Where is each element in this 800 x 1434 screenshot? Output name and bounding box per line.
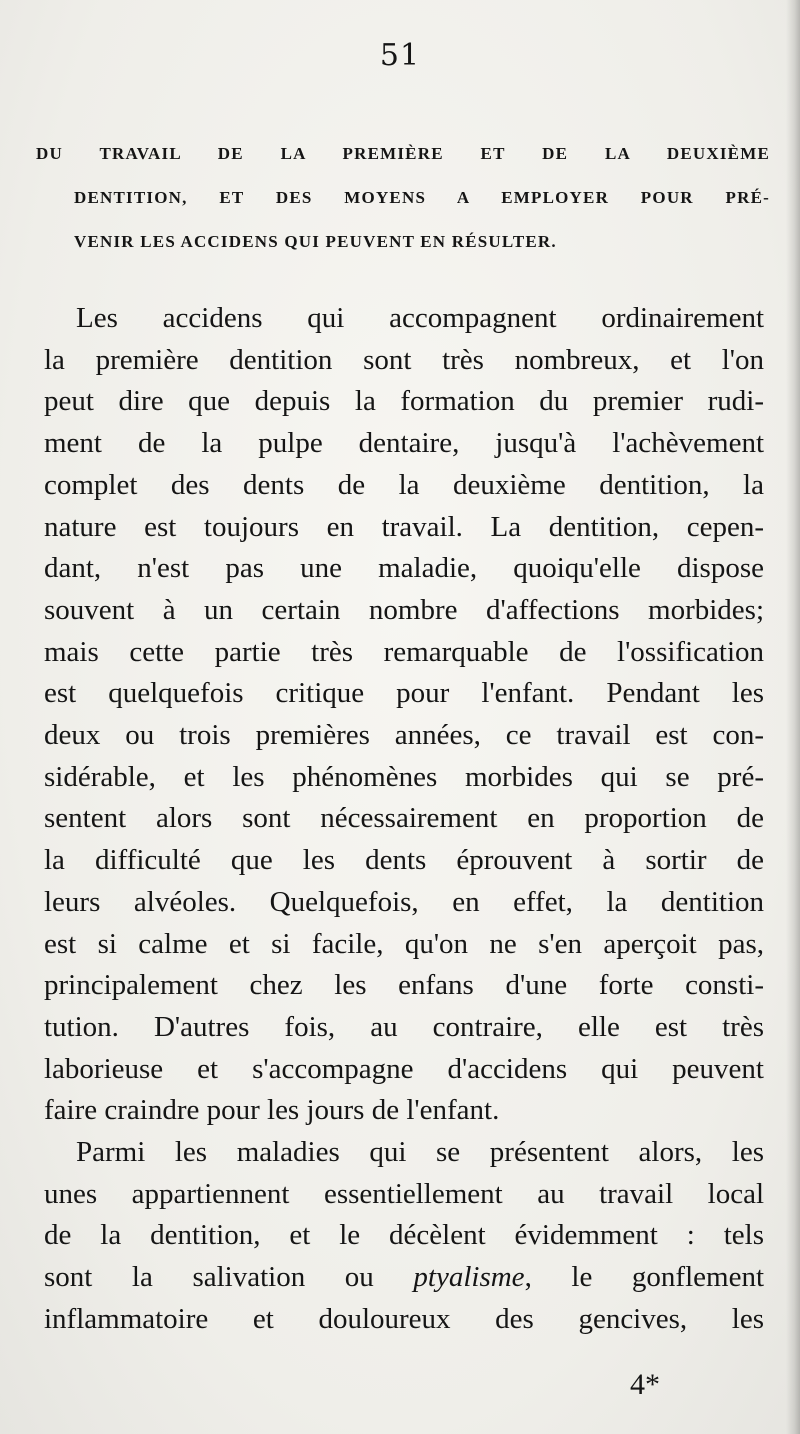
text-line: la difficulté que les dents éprouvent à sortir de xyxy=(44,844,764,877)
paragraph-1 xyxy=(44,298,764,1132)
text-line: tution. D'autres fois, au contraire, elle est très xyxy=(44,1010,764,1043)
text-line xyxy=(44,1257,764,1299)
text-line: inflammatoire et douloureux des gencives, les xyxy=(44,1302,764,1335)
text-line: Les accidens qui accompagnent ordinairement xyxy=(76,302,764,334)
text-line: nature est toujours en travail. La dentition, cepen- xyxy=(44,510,764,543)
page-number: 51 xyxy=(379,38,421,73)
body-text xyxy=(44,298,764,1341)
text-line: la première dentition sont très nombreux, et l'on xyxy=(44,343,764,376)
page-edge-shadow xyxy=(786,0,800,1434)
paragraph-2 xyxy=(44,1132,764,1341)
text-line: sentent alors sont nécessairement en proportion de xyxy=(44,802,764,835)
text-line: peut dire que depuis la formation du premier rudi- xyxy=(44,385,764,418)
text-line: faire craindre pour les jours de l'enfant. xyxy=(44,1094,500,1127)
heading-line: DU TRAVAIL DE LA PREMIÈRE ET DE LA DEUXIÈME xyxy=(36,144,770,163)
chapter-heading xyxy=(30,132,770,264)
text-segment: , le gonflement xyxy=(524,1261,764,1294)
text-line: principalement chez les enfans d'une forte consti- xyxy=(44,969,764,1002)
text-line: mais cette partie très remarquable de l'ossification xyxy=(44,635,764,668)
signature-mark: 4* xyxy=(630,1368,660,1401)
italic-term: ptyalisme xyxy=(413,1261,525,1294)
text-line: est si calme et si facile, qu'on ne s'en aperçoit pas, xyxy=(44,927,764,960)
text-line: sidérable, et les phénomènes morbides qui se pré- xyxy=(44,760,764,793)
text-segment: sont la salivation ou xyxy=(44,1261,414,1294)
text-line: laborieuse et s'accompagne d'accidens qui peuvent xyxy=(44,1052,764,1085)
text-line: de la dentition, et le décèlent évidemment : tels xyxy=(44,1219,764,1252)
heading-line: VENIR LES ACCIDENS QUI PEUVENT EN RÉSULTER. xyxy=(74,232,557,251)
text-line: leurs alvéoles. Quelquefois, en effet, la dentition xyxy=(44,885,764,918)
text-line: unes appartiennent essentiellement au travail local xyxy=(44,1177,764,1210)
heading-line: DENTITION, ET DES MOYENS A EMPLOYER POUR PRÉ- xyxy=(74,188,770,207)
text-line: dant, n'est pas une maladie, quoiqu'elle dispose xyxy=(44,552,764,585)
text-line: deux ou trois premières années, ce travail est con- xyxy=(44,719,764,752)
text-line: ment de la pulpe dentaire, jusqu'à l'achèvement xyxy=(44,427,764,460)
text-line: Parmi les maladies qui se présentent alors, les xyxy=(76,1136,764,1169)
text-line: souvent à un certain nombre d'affections morbides; xyxy=(44,593,764,626)
text-line: est quelquefois critique pour l'enfant. Pendant les xyxy=(44,677,764,710)
text-line: complet des dents de la deuxième dentition, la xyxy=(44,468,764,501)
